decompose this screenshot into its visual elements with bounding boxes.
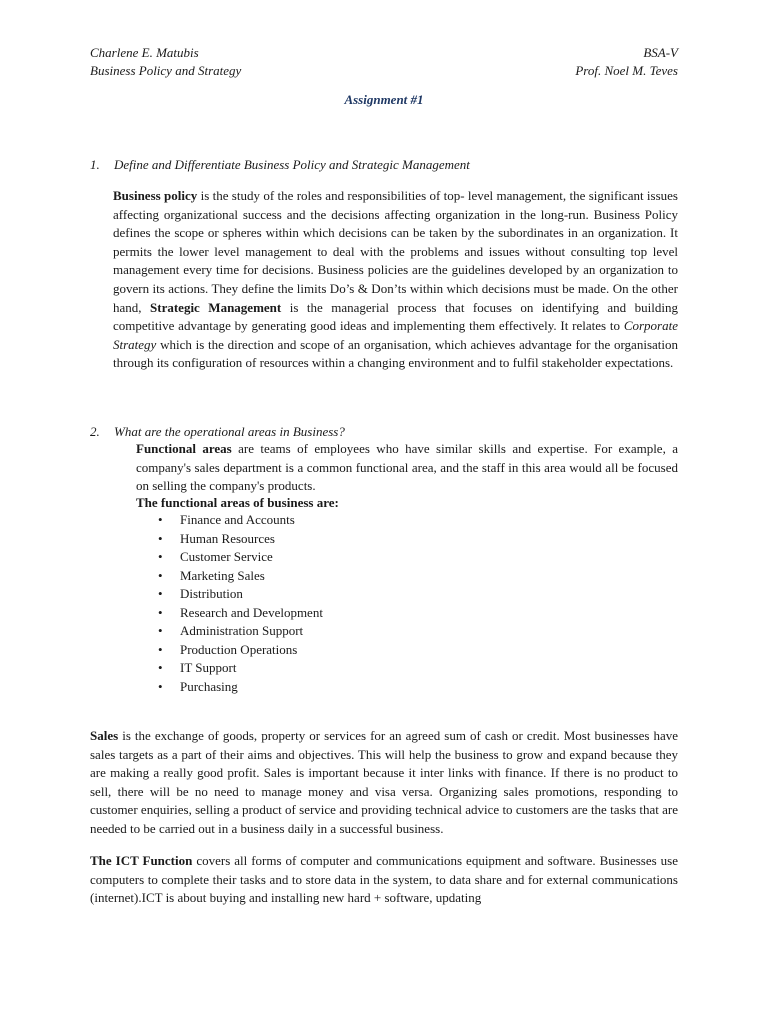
term-sales: Sales	[90, 728, 119, 743]
list-item: • Distribution	[136, 585, 323, 604]
list-item: • IT Support	[136, 659, 323, 678]
term-strategic-management: Strategic Management	[150, 299, 282, 315]
answer-2-text: are teams of employees who have similar skills and expertise. For example, a company's sales department is a common functional area, and the staff in this area would all be focused on selling the company's products.	[136, 441, 678, 494]
professor-name: Prof. Noel M. Teves	[575, 63, 678, 78]
term-ict-function: The ICT Function	[90, 853, 193, 868]
answer-1-paragraph	[113, 187, 678, 373]
sales-text: is the exchange of goods, property or services for an agreed sum of cash or credit. Most businesses have sales targets as a part of their aims and objectives. This will help the business to grow and expand because they are making a really good profit. Sales is important because it inter links with finance. If there is no product to sell, there will be no need to manage money and visa versa. Organizing sales promotions, responding to customer enquiries, selling a product of service and providing technical advice to customers are the tasks that are needed to be carried out in a business daily in a successful business.	[90, 728, 678, 836]
list-item: • Customer Service	[136, 548, 323, 567]
question-2-number: 2.	[90, 424, 100, 439]
list-item: • Production Operations	[136, 641, 323, 660]
term-corporate-strategy: Corporate Strategy	[113, 318, 678, 352]
list-item: • Administration Support	[136, 622, 323, 641]
assignment-title: Assignment #1	[344, 92, 424, 107]
question-2	[90, 423, 345, 441]
functional-areas-heading: The functional areas of business are:	[136, 495, 339, 510]
answer-1-text-c: which is the direction and scope of an organisation, which achieves advantage for the organisation through its configuration of resources within a changing environment and to fulfil stakeholder expectations.	[113, 336, 678, 371]
list-item: • Finance and Accounts	[136, 511, 323, 530]
section-label: BSA-V	[643, 45, 678, 60]
answer-1-text-a: is the study of the roles and responsibilities of top- level management, the significant issues affecting organizational success and the decisions affecting organization in the long-run. Business Policy defines the scope or spheres within which decisions can be taken by the subordinates in an organization. It permits the lower level management to deal with the problems and issues without consulting top level management every time for decisions. Business policies are the guidelines developed by an organization to govern its actions. They define the limits Do’s & Don’ts within which decisions must be made. On the other hand,	[113, 188, 678, 315]
functional-areas-list	[136, 511, 323, 696]
author-name: Charlene E. Matubis	[90, 45, 199, 60]
header-left	[90, 44, 241, 80]
term-functional-areas: Functional areas	[136, 441, 232, 456]
header-right	[575, 44, 678, 80]
question-1-text: Define and Differentiate Business Policy and Strategic Management	[114, 157, 470, 172]
question-2-text: What are the operational areas in Business?	[114, 424, 345, 439]
question-1-number: 1.	[90, 157, 100, 172]
ict-text: covers all forms of computer and communications equipment and software. Businesses use computers to complete their tasks and to store data in the system, to data share and for external communications (internet).ICT is about buying and installing new hard + software, updating	[90, 853, 678, 906]
term-business-policy: Business policy	[113, 188, 198, 203]
list-item: • Human Resources	[136, 530, 323, 549]
course-name: Business Policy and Strategy	[90, 63, 242, 78]
answer-1-text-b: is the managerial process that focuses on identifying and building competitive advantage by generating good ideas and implementing them effectively. It relates to	[113, 299, 678, 334]
question-1	[90, 156, 470, 174]
list-item: • Marketing Sales	[136, 567, 323, 586]
ict-paragraph	[90, 852, 678, 908]
answer-2-paragraph	[136, 440, 678, 496]
sales-paragraph	[90, 727, 678, 839]
list-item: • Purchasing	[136, 678, 323, 697]
list-item: • Research and Development	[136, 604, 323, 623]
